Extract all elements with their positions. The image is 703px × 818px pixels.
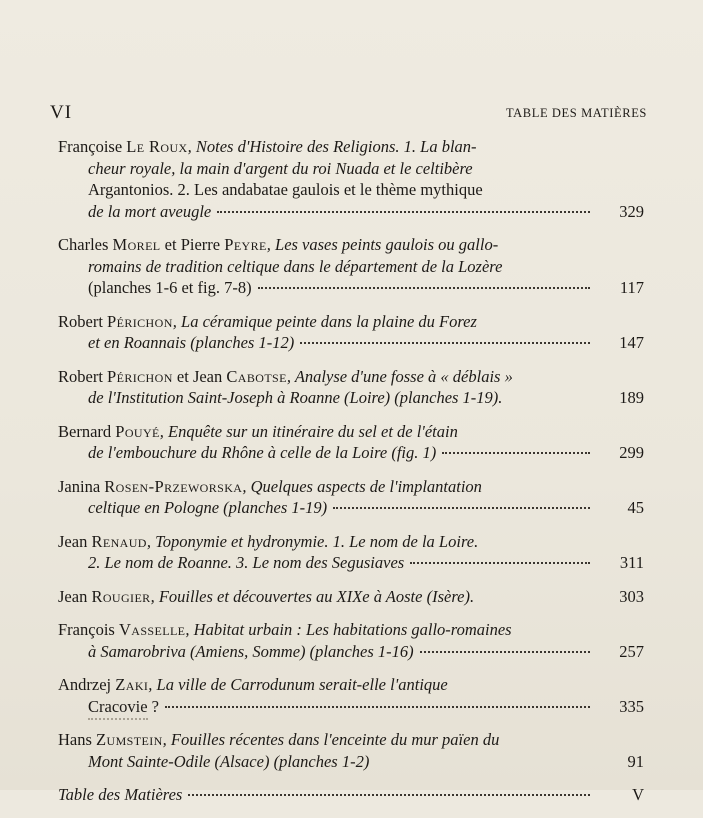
toc-entry	[58, 619, 648, 662]
entry-page-number: 189	[619, 388, 644, 407]
toc-entry	[58, 674, 648, 717]
author-last-name: Peyre	[224, 235, 267, 254]
entry-text: , Toponymie et hydronymie. 1. Le nom de la Loire.	[146, 531, 479, 551]
entry-text: 2. Le nom de Roanne. 3. Le nom des Segusiaves	[88, 553, 405, 572]
dot-leader	[333, 507, 590, 509]
toc-entry	[58, 531, 648, 574]
author-first-name: Andrzej	[58, 675, 112, 694]
page-mark	[88, 718, 148, 720]
toc-entry	[58, 366, 648, 409]
entry-text: Argantonios. 2. Les andabatae gaulois et le thème mythique	[88, 180, 483, 199]
entry-page-number: 117	[619, 278, 644, 297]
page-number: VI	[50, 102, 73, 123]
author-last-name: Vasselle	[118, 620, 186, 639]
entry-text: , Fouilles et découvertes au XIXe à Aoste (Isère).	[150, 586, 475, 606]
entry-text: , Analyse d'une fosse à « déblais »	[286, 366, 513, 386]
dot-leader	[258, 287, 590, 289]
running-title: TABLE DES MATIÈRES	[505, 106, 647, 120]
toc-entry	[58, 311, 648, 354]
entry-text: , Les vases peints gaulois ou gallo-	[266, 235, 499, 254]
entry-text: , La ville de Carrodunum serait-elle l'antique	[148, 675, 448, 694]
author-connector: et	[164, 235, 177, 254]
author-last-name: Morel	[112, 235, 161, 254]
author-first-name: Jean	[192, 366, 223, 386]
author-first-name: Robert	[58, 366, 103, 386]
dot-leader	[188, 794, 590, 796]
entry-text: , Quelques aspects de l'implantation	[242, 476, 482, 496]
entry-text: , Habitat urbain : Les habitations gallo-romaines	[185, 620, 512, 639]
author-first-name: Jean	[58, 586, 88, 606]
entry-page-number: 147	[619, 333, 644, 352]
author-last-name: Zumstein	[96, 730, 163, 749]
running-header	[0, 102, 703, 126]
author-last-name: Rosen-Przeworska	[104, 476, 243, 496]
toc-entry	[58, 136, 648, 222]
entry-text: romains de tradition celtique dans le département de la Lozère	[88, 256, 503, 276]
entry-text: , Notes d'Histoire des Religions. 1. La blan-	[187, 137, 477, 156]
author-first-name: Bernard	[58, 421, 112, 441]
entry-text: de l'embouchure du Rhône à celle de la Loire (fig. 1)	[88, 443, 437, 462]
author-first-name: Janina	[58, 476, 101, 496]
author-first-name: Jean	[58, 531, 88, 551]
author-last-name: Pouyé	[115, 421, 160, 441]
toc-entry	[58, 476, 648, 519]
author-last-name: Renaud	[91, 531, 147, 551]
entry-page-number: 303	[619, 586, 644, 606]
author-first-name: Françoise	[58, 137, 123, 156]
dot-leader	[300, 342, 590, 344]
author-last-name: Périchon	[107, 366, 173, 386]
author-first-name: Hans	[58, 730, 92, 749]
author-last-name: Rougier	[91, 586, 151, 606]
entry-text: Cracovie ?	[88, 696, 160, 716]
entry-text: à Samarobriva (Amiens, Somme) (planches 1-16)	[88, 641, 414, 661]
table-of-contents	[58, 136, 648, 818]
entry-text: cheur royale, la main d'argent du roi Nuada et le celtibère	[88, 158, 473, 178]
entry-text: Table des Matières	[58, 785, 183, 804]
author-first-name: Charles	[58, 235, 109, 254]
entry-page-number: 329	[619, 201, 644, 221]
entry-page-number: 299	[619, 443, 644, 462]
author-first-name: Pierre	[180, 235, 221, 254]
author-first-name: Robert	[58, 311, 103, 331]
author-last-name: Périchon	[107, 311, 173, 331]
dot-leader	[420, 651, 590, 653]
entry-text: Mont Sainte-Odile (Alsace) (planches 1-2)	[88, 751, 370, 771]
author-last-name: Zaki	[115, 675, 149, 694]
entry-text: , Enquête sur un itinéraire du sel et de l'étain	[159, 421, 458, 441]
entry-page-number: 311	[619, 553, 644, 572]
author-first-name: François	[58, 620, 115, 639]
entry-page-number: 91	[627, 751, 644, 771]
entry-text: (planches 1-6 et fig. 7-8)	[88, 278, 252, 297]
entry-text: , Fouilles récentes dans l'enceinte du mur païen du	[162, 730, 500, 749]
toc-entry	[58, 234, 648, 299]
entry-text: de la mort aveugle	[88, 201, 212, 221]
author-last-name: Le Roux	[126, 137, 188, 156]
dot-leader	[165, 706, 590, 708]
entry-text: , La céramique peinte dans la plaine du Forez	[172, 311, 477, 331]
entry-page-number: 335	[619, 696, 644, 716]
toc-entry	[58, 729, 648, 772]
dot-leader	[442, 452, 590, 454]
entry-page-number: V	[632, 785, 644, 804]
entry-text: de l'Institution Saint-Joseph à Roanne (Loire) (planches 1-19).	[88, 388, 503, 407]
toc-entry	[58, 784, 648, 806]
entry-text: celtique en Pologne (planches 1-19)	[88, 498, 328, 517]
toc-entry	[58, 421, 648, 464]
author-last-name: Cabotse	[226, 366, 287, 386]
entry-page-number: 45	[627, 498, 644, 517]
entry-text: et en Roannais (planches 1-12)	[88, 333, 295, 352]
dot-leader	[217, 211, 590, 213]
author-connector: et	[176, 366, 189, 386]
entry-page-number: 257	[619, 641, 644, 661]
toc-entry	[58, 586, 648, 608]
dot-leader	[410, 562, 590, 564]
